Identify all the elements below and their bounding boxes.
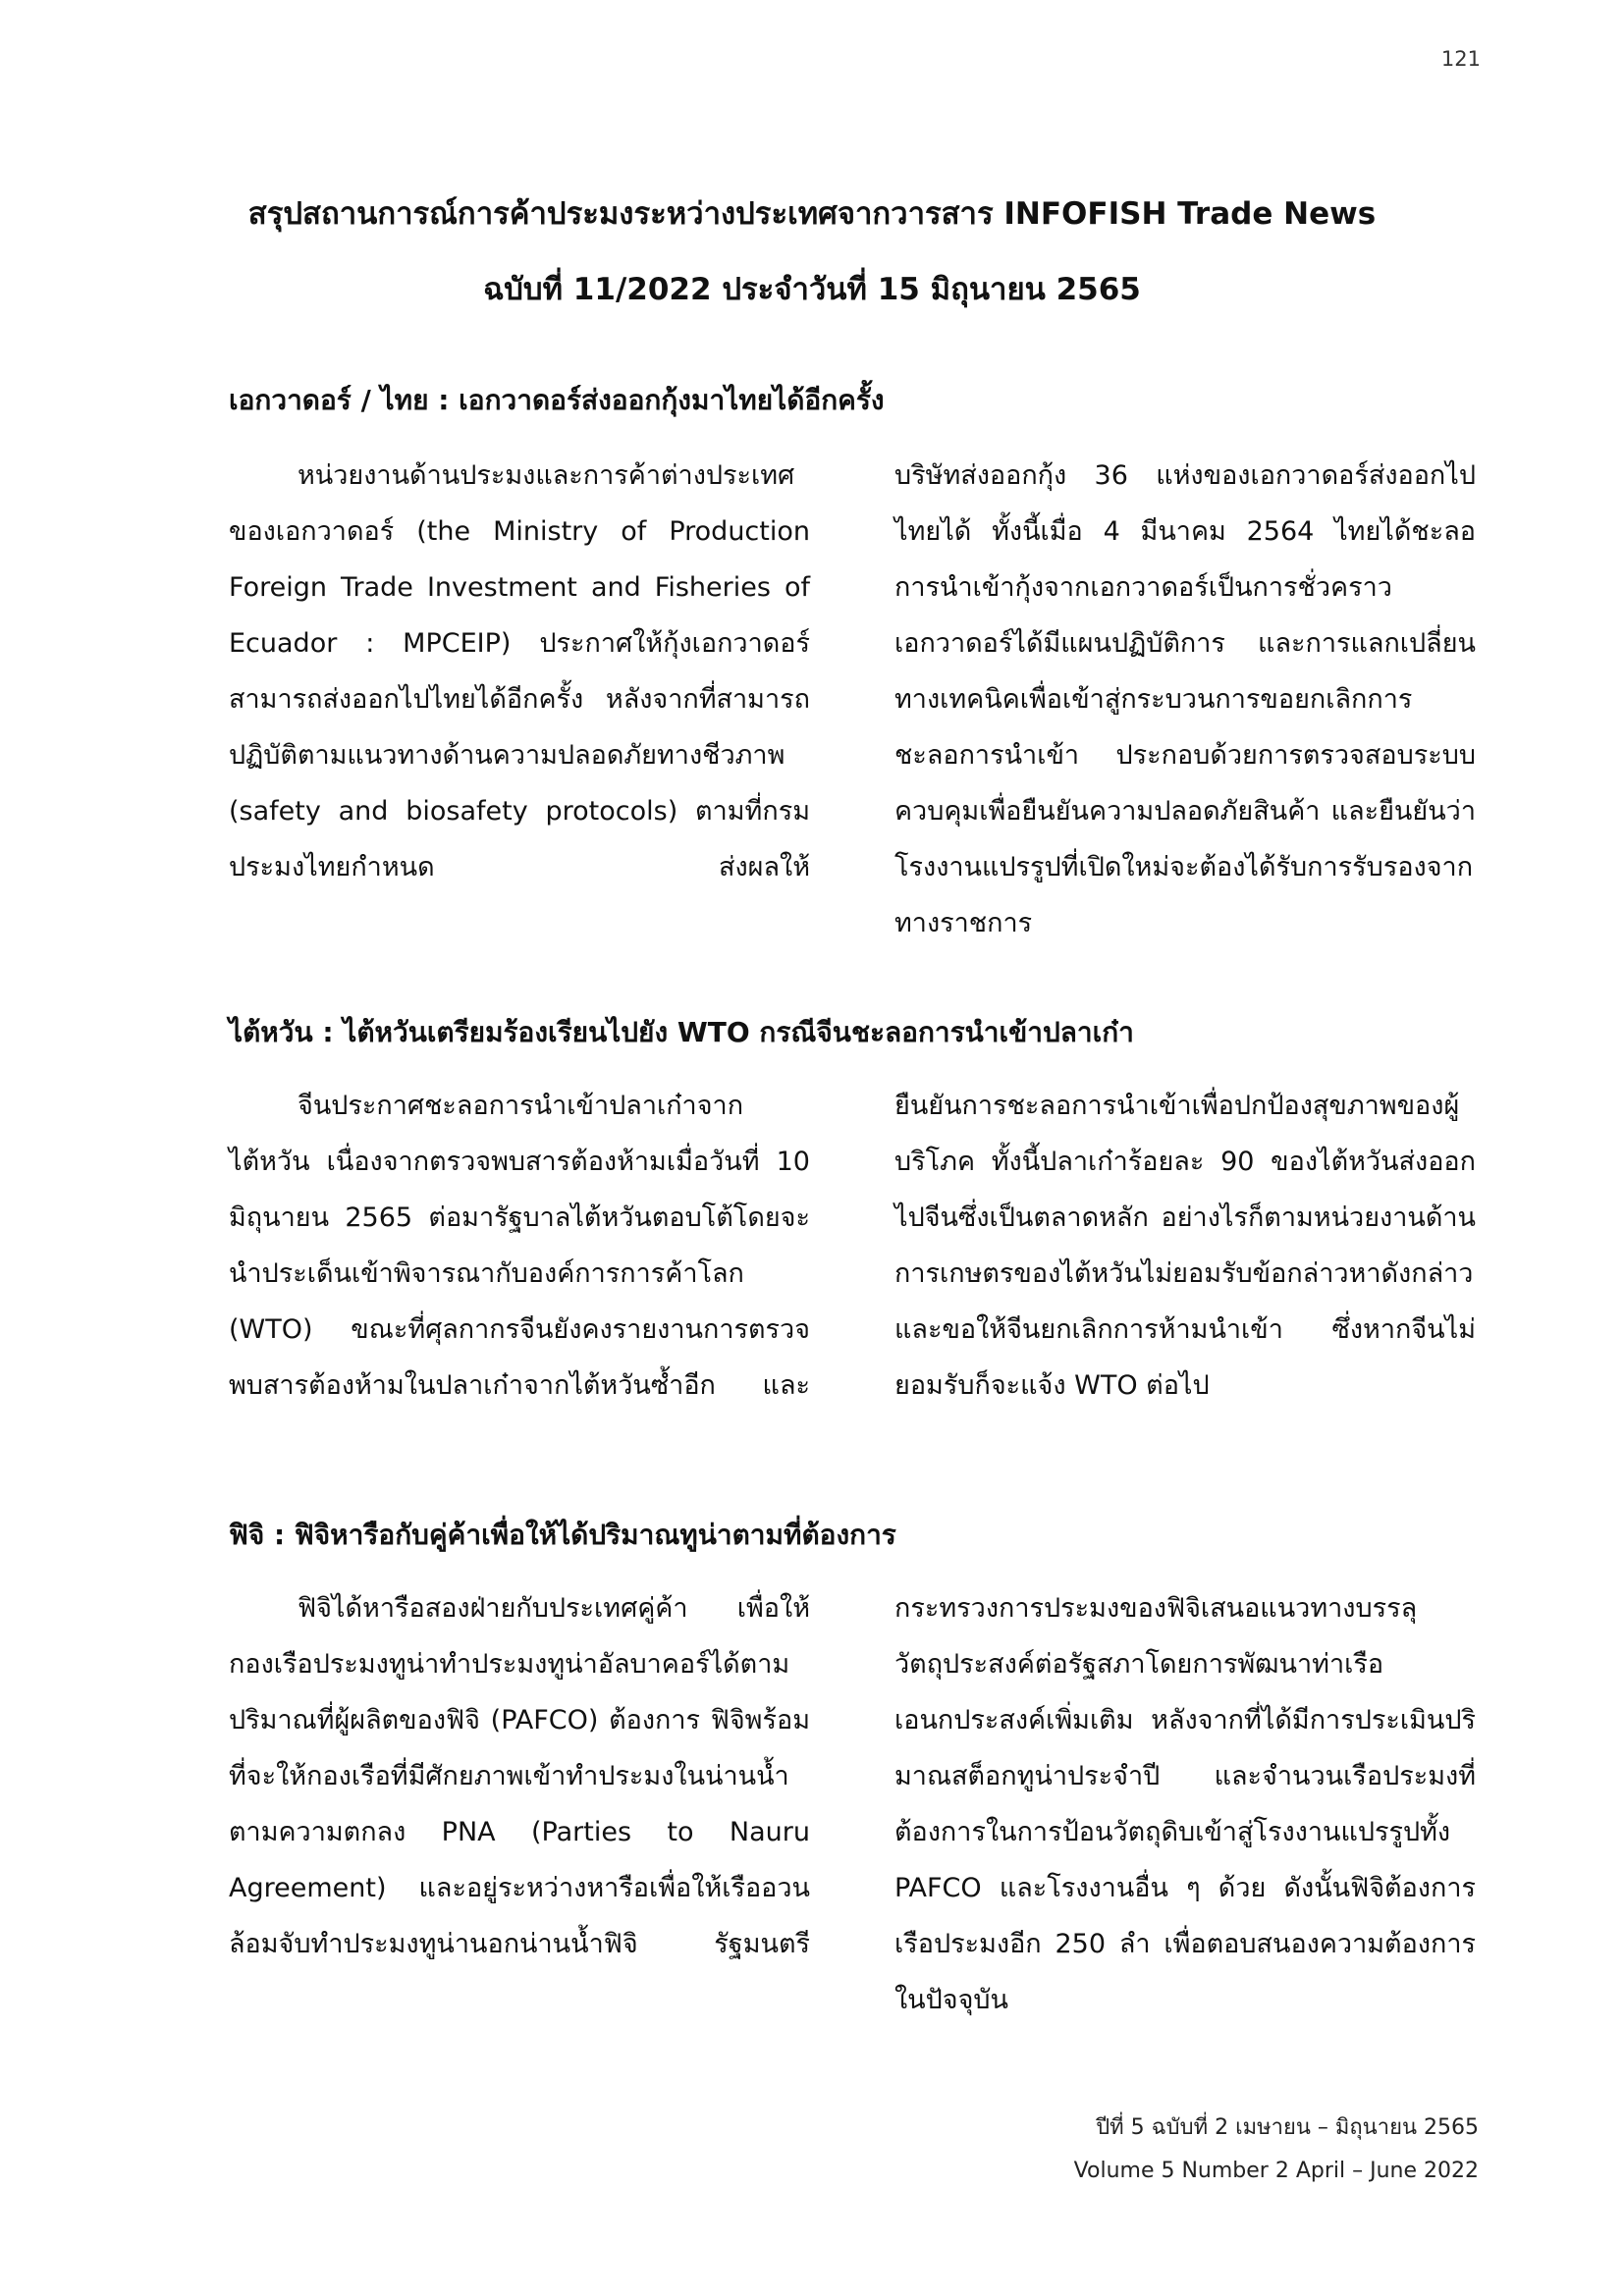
page-number: 121 bbox=[1440, 47, 1481, 71]
footer-english-volume: Volume 5 Number 2 April – June 2022 bbox=[1073, 2159, 1479, 2183]
page-footer bbox=[1074, 2107, 1479, 2193]
section-taiwan-left-column bbox=[229, 1078, 810, 1414]
document-title bbox=[0, 177, 1624, 328]
section-heading-taiwan: ไต้หวัน : ไต้หวันเตรียมร้องเรียนไปยัง WTO กรณีจีนชะลอการนำเข้าปลาเก๋า bbox=[229, 1016, 1134, 1048]
title-line-2: ฉบับที่ 11/2022 ประจำวันที่ 15 มิถุนายน 2565 bbox=[483, 272, 1141, 307]
section-heading-ecuador-thailand: เอกวาดอร์ / ไทย : เอกวาดอร์ส่งออกกุ้งมาไทยได้อีกครั้ง bbox=[229, 384, 885, 416]
section-fiji-left-column bbox=[229, 1580, 810, 1972]
section-heading-fiji: ฟิจิ : ฟิจิหารือกับคู่ค้าเพื่อให้ได้ปริมาณทูน่าตามที่ต้องการ bbox=[229, 1519, 896, 1551]
paragraph-text: ยืนยันการชะลอการนำเข้าเพื่อปกป้องสุขภาพของผู้บริโภค ทั้งนี้ปลาเก๋าร้อยละ 90 ของไต้หวันส่งออกไปจีนซึ่งเป็นตลาดหลัก อย่างไรก็ตามหน่วยงานด้านการเกษตรของไต้หวันไม่ยอมรับข้อกล่าวหาดังกล่าว และขอให้จีนยกเลิกการห้ามนำเข้า ซึ่งหากจีนไม่ยอมรับก็จะแจ้ง WTO ต่อไป bbox=[894, 1091, 1476, 1401]
paragraph-text: กระทรวงการประมงของฟิจิเสนอแนวทางบรรลุวัตถุประสงค์ต่อรัฐสภาโดยการพัฒนาท่าเรือเอนกประสงค์เพิ่มเติม หลังจากที่ได้มีการประเมินปริมาณสต็อกทูน่าประจำปี และจำนวนเรือประมงที่ต้องการในการป้อนวัตถุดิบเข้าสู่โรงงานแปรรูปทั้ง PAFCO และโรงงานอื่น ๆ ด้วย ดังนั้นฟิจิต้องการเรือประมงอีก 250 ลำ เพื่อตอบสนองความต้องการในปัจจุบัน bbox=[894, 1593, 1476, 2015]
section-ecuador-right-column bbox=[894, 448, 1476, 951]
section-fiji-right-column bbox=[894, 1580, 1476, 2028]
paragraph-text: จีนประกาศชะลอการนำเข้าปลาเก๋าจากไต้หวัน เนื่องจากตรวจพบสารต้องห้ามเมื่อวันที่ 10 มิถุนายน 2565 ต่อมารัฐบาลไต้หวันตอบโต้โดยจะนำประเด็นเข้าพิจารณากับองค์การการค้าโลก (WTO) ขณะที่ศุลกากรจีนยังคงรายงานการตรวจพบสารต้องห้ามในปลาเก๋าจากไต้หวันซ้ำอีก และ bbox=[229, 1091, 810, 1401]
section-ecuador-left-column bbox=[229, 448, 810, 895]
footer-thai-volume: ปีที่ 5 ฉบับที่ 2 เมษายน – มิถุนายน 2565 bbox=[1096, 2115, 1479, 2140]
title-line-1: สรุปสถานการณ์การค้าประมงระหว่างประเทศจากวารสาร INFOFISH Trade News bbox=[247, 196, 1377, 232]
paragraph-text: ฟิจิได้หารือสองฝ่ายกับประเทศคู่ค้า เพื่อให้กองเรือประมงทูน่าทำประมงทูน่าอัลบาคอร์ได้ตามปริมาณที่ผู้ผลิตของฟิจิ (PAFCO) ต้องการ ฟิจิพร้อมที่จะให้กองเรือที่มีศักยภาพเข้าทำประมงในน่านน้ำตามความตกลง PNA (Parties to Nauru Agreement) และอยู่ระหว่างหารือเพื่อให้เรืออวนล้อมจับทำประมงทูน่านอกน่านน้ำฟิจิ รัฐมนตรี bbox=[229, 1593, 810, 1959]
section-taiwan-right-column bbox=[894, 1078, 1476, 1414]
paragraph-text: บริษัทส่งออกกุ้ง 36 แห่งของเอกวาดอร์ส่งออกไปไทยได้ ทั้งนี้เมื่อ 4 มีนาคม 2564 ไทยได้ชะลอการนำเข้ากุ้งจากเอกวาดอร์เป็นการชั่วคราว เอกวาดอร์ได้มีแผนปฏิบัติการ และการแลกเปลี่ยนทางเทคนิคเพื่อเข้าสู่กระบวนการขอยกเลิกการชะลอการนำเข้า ประกอบด้วยการตรวจสอบระบบควบคุมเพื่อยืนยันความปลอดภัยสินค้า และยืนยันว่าโรงงานแปรรูปที่เปิดใหม่จะต้องได้รับการรับรองจากทางราชการ bbox=[894, 460, 1476, 938]
paragraph-text: หน่วยงานด้านประมงและการค้าต่างประเทศของเอกวาดอร์ (the Ministry of Production Foreign Trade Investment and Fisheries of Ecuador : MPCEIP) ประกาศให้กุ้งเอกวาดอร์สามารถส่งออกไปไทยได้อีกครั้ง หลังจากที่สามารถปฏิบัติตามแนวทางด้านความปลอดภัยทางชีวภาพ (safety and biosafety protocols) ตามที่กรมประมงไทยกำหนด ส่งผลให้ bbox=[229, 460, 810, 882]
